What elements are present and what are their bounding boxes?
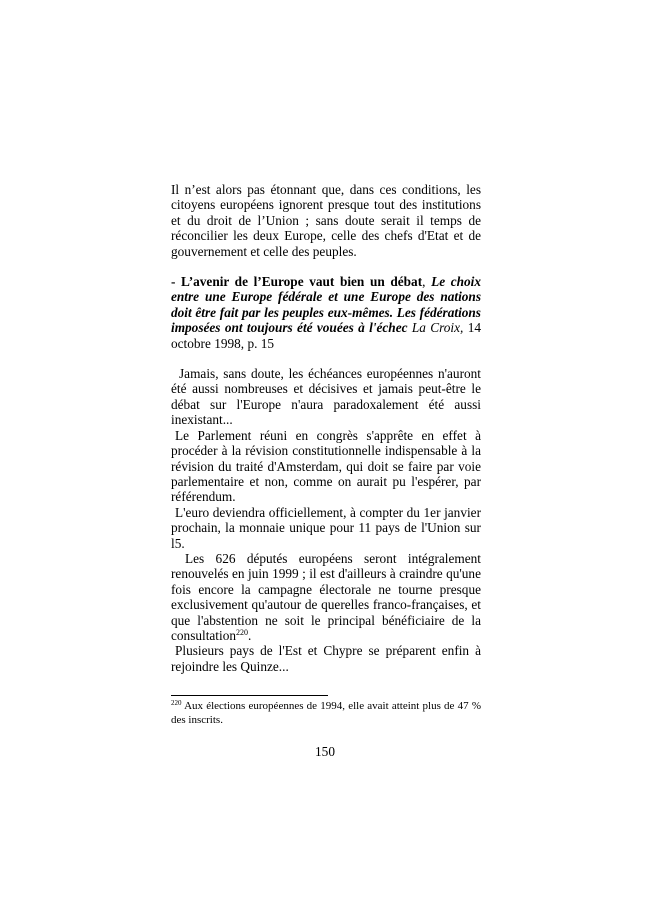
footnote-text: Aux élections européennes de 1994, elle avait atteint plus de 47 % des inscrits.	[171, 700, 481, 726]
page-number: 150	[315, 744, 335, 759]
paragraph-spacer	[171, 259, 481, 274]
paragraph-jamais: Jamais, sans doute, les échéances européennes n'auront été aussi nombreuses et décisives et jamais peut-être le débat sur l'Europe n'aura paradoxalement été aussi inexistant...	[171, 366, 481, 428]
paragraph-parlement: Le Parlement réuni en congrès s'apprête en effet à procéder à la révision constitutionnelle indispensable à la révision du traité d'Amsterdam, qui doit se faire par voie parlementaire et non, comme on aurait pu l'espérer, par référendum.	[171, 427, 481, 505]
paragraph-deputes	[171, 551, 481, 643]
deputes-text: Les 626 députés européens seront intégralement renouvelés en juin 1999 ; il est d'ailleurs à craindre qu'une fois encore la campagne électorale ne tourne presque exclusivement qu'autour de querelles franco-françaises, et que l'abstention ne soit le principal bénéficiaire de la consultation	[171, 550, 481, 643]
deputes-end: .	[248, 627, 252, 643]
heading-source: La Croix,	[411, 320, 464, 336]
heading-title: - L’avenir de l’Europe vaut bien un débat	[171, 274, 423, 290]
paragraph-euro: L'euro deviendra officiellement, à compter du 1er janvier prochain, la monnaie unique pour 11 pays de l'Union sur l5.	[171, 504, 481, 551]
footnote	[171, 700, 481, 727]
paragraph-est: Plusieurs pays de l'Est et Chypre se préparent enfin à rejoindre les Quinze...	[171, 643, 481, 674]
heading-subtitle: Le choix entre une Europe fédérale et une Europe des nations doit être fait par les peuples eux-mêmes. Les fédérations imposées ont toujours été vouées à l'échec	[171, 274, 482, 336]
footnote-number: 220	[171, 699, 182, 707]
paragraph-heading	[171, 274, 481, 351]
paragraph-intro: Il n’est alors pas étonnant que, dans ces conditions, les citoyens européens ignorent presque tout des institutions et du droit de l’Union ; sans doute serait il temps de réconcilier les deux Europe, celle des chefs d'Etat et de gouvernement et celle des peuples.	[171, 182, 481, 259]
main-text	[171, 182, 481, 674]
footnote-reference[interactable]: 220	[236, 627, 248, 637]
heading-separator: ,	[422, 274, 432, 290]
paragraph-spacer	[171, 351, 481, 366]
heading-date: 14 octobre 1998, p. 15	[171, 320, 481, 351]
footnote-divider	[171, 695, 328, 696]
